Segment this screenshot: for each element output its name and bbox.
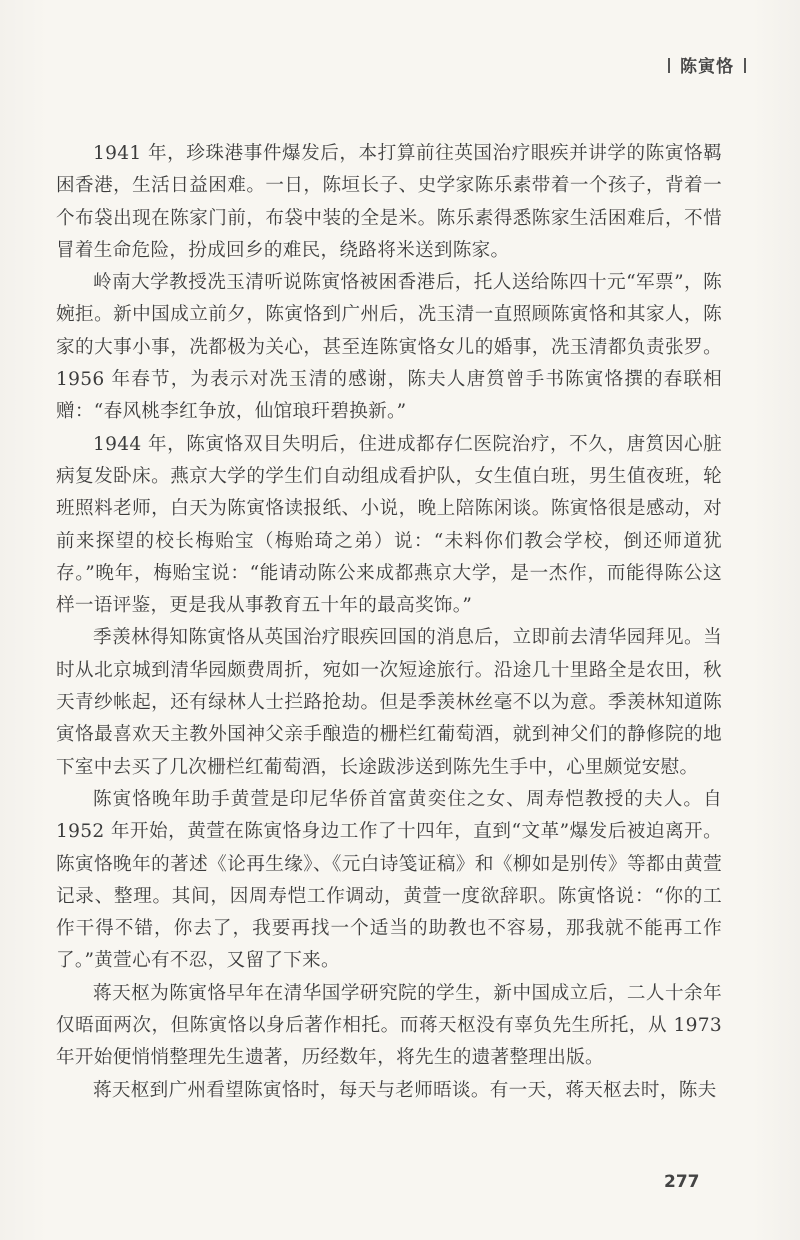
paragraph-2: 岭南大学教授冼玉清听说陈寅恪被困香港后，托人送给陈四十元“军票”，陈婉拒。新中国成立前夕，陈寅恪到广州后，冼玉清一直照顾陈寅恪和其家人，陈家的大事小事，冼都极为关心，甚至连陈寅恪女儿的婚事，冼玉清都负责张罗。1956 年春节，为表示对冼玉清的感谢，陈夫人唐筼曾手书陈寅恪撰的春联相赠：“春风桃李红争放，仙馆琅玕碧换新。” [56,272,722,423]
running-head-right-bar [744,58,746,73]
paragraph-6: 蒋天枢为陈寅恪早年在清华国学研究院的学生，新中国成立后，二人十余年仅晤面两次，但陈寅恪以身后著作相托。而蒋天枢没有辜负先生所托，从 1973 年开始便悄悄整理先生遗著，历经数年，将先生的遗著整理出版。 [56,982,722,1069]
running-head-left-bar [668,58,670,73]
running-head [658,52,756,77]
paragraph-7: 蒋天枢到广州看望陈寅恪时，每天与老师晤谈。有一天，蒋天枢去时，陈夫 [93,1079,717,1101]
chapter-title: 陈寅恪 [680,57,734,77]
paragraph-1: 1941 年，珍珠港事件爆发后，本打算前往英国治疗眼疾并讲学的陈寅恪羁困香港，生活日益困难。一日，陈垣长子、史学家陈乐素带着一个孩子，背着一个布袋出现在陈家门前，布袋中装的全是米。陈乐素得悉陈家生活困难后，不惜冒着生命危险，扮成回乡的难民，绕路将米送到陈家。 [56,143,722,261]
paragraph-4: 季羡林得知陈寅恪从英国治疗眼疾回国的消息后，立即前去清华园拜见。当时从北京城到清华园颇费周折，宛如一次短途旅行。沿途几十里路全是农田，秋天青纱帐起，还有绿林人士拦路抢劫。但是季羡林丝毫不以为意。季羡林知道陈寅恪最喜欢天主教外国神父亲手酿造的栅栏红葡萄酒，就到神父们的静修院的地下室中去买了几次栅栏红葡萄酒，长途跋涉送到陈先生手中，心里颇觉安慰。 [56,627,722,778]
paragraph-3: 1944 年，陈寅恪双目失明后，住进成都存仁医院治疗，不久，唐筼因心脏病复发卧床。燕京大学的学生们自动组成看护队，女生值白班，男生值夜班，轮班照料老师，白天为陈寅恪读报纸、小说，晚上陪陈闲谈。陈寅恪很是感动，对前来探望的校长梅贻宝（梅贻琦之弟）说：“未料你们教会学校，倒还师道犹存。”晚年，梅贻宝说：“能请动陈公来成都燕京大学，是一杰作，而能得陈公这样一语评鉴，更是我从事教育五十年的最高奖饰。” [56,433,722,617]
body-text [56,138,722,1107]
paragraph-5: 陈寅恪晚年助手黄萱是印尼华侨首富黄奕住之女、周寿恺教授的夫人。自 1952 年开始，黄萱在陈寅恪身边工作了十四年，直到“文革”爆发后被迫离开。陈寅恪晚年的著述《论再生缘》、《元白诗笺证稿》和《柳如是别传》等都由黄萱记录、整理。其间，因周寿恺工作调动，黄萱一度欲辞职。陈寅恪说：“你的工作干得不错，你去了，我要再找一个适当的助教也不容易，那我就不能再工作了。”黄萱心有不忍，又留了下来。 [56,788,722,972]
page-number: 277 [664,1172,700,1192]
